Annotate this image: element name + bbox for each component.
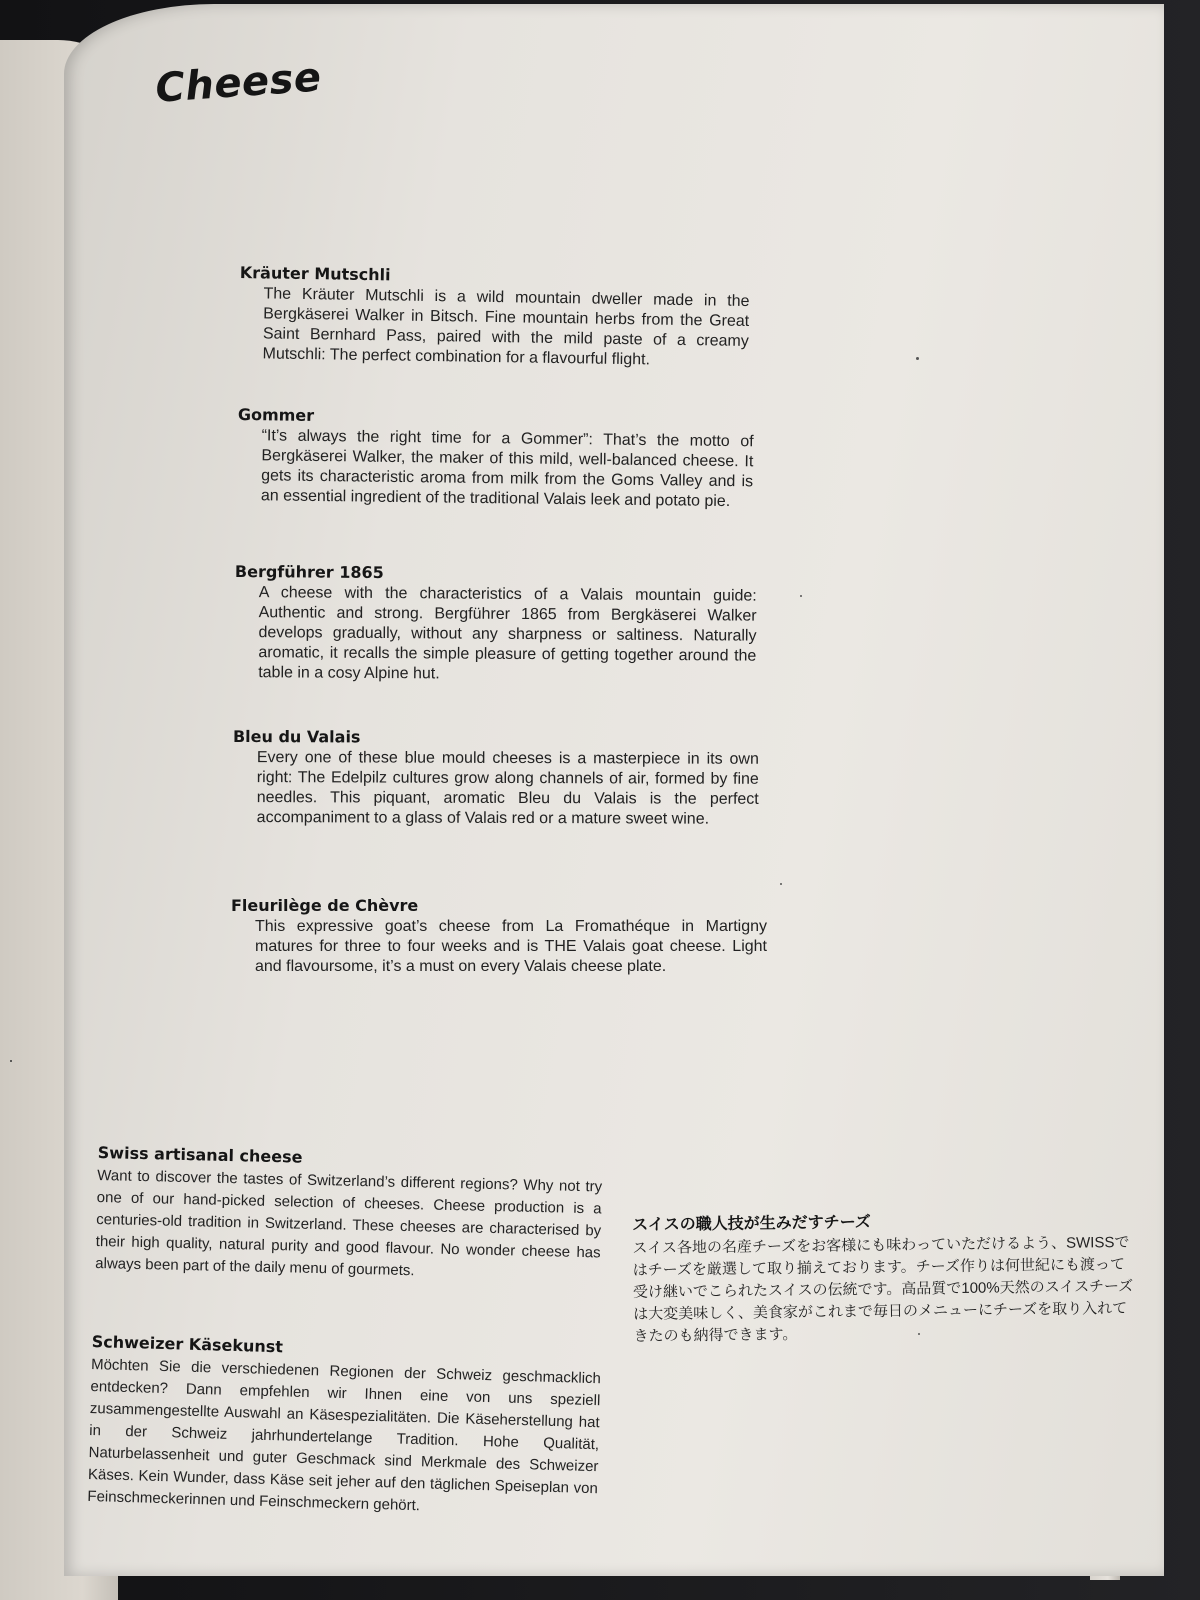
cheese-item-gommer	[237, 405, 754, 512]
info-heading: Schweizer Käsekunst	[91, 1332, 284, 1357]
cheese-item-bergfuhrer-1865	[234, 562, 757, 687]
cheese-name: Bergführer 1865	[234, 562, 384, 583]
paper-speck	[10, 1060, 12, 1062]
info-heading: Swiss artisanal cheese	[97, 1143, 303, 1167]
cheese-description: This expressive goat’s cheese from La Fromathéque in Martigny matures for three to four weeks and is THE Valais goat cheese. Light and flavoursome, it’s a must on every Valais cheese plate.	[255, 918, 767, 975]
paper-speck	[918, 1333, 920, 1335]
cheese-item-bleu-du-valais	[233, 727, 759, 830]
cheese-name: Fleurilège de Chèvre	[231, 896, 419, 915]
paper-speck	[916, 357, 919, 360]
cheese-item-fleurilege-de-chevre	[231, 896, 767, 977]
info-text: スイス各地の名産チーズをお客様にも味わっていただけるよう、SWISSではチーズを厳選して取り揃えております。チーズ作りは何世紀にも渡って受け継いでこられたスイスの伝統です。高品質で100%天然のスイスチーズは大変美味しく、美食家がこれまで毎日のメニューにチーズを取り入れてきたのも納得できます。	[632, 1233, 1134, 1345]
cheese-item-krauter-mutschli	[238, 263, 750, 372]
cheese-description: Every one of these blue mould cheeses is a masterpiece in its own right: The Edelpilz cultures grow along channels of air, formed by fine needles. This piquant, aromatic Bleu du Valais is the perfect accompaniment to a glass of Valais red or a mature sweet wine.	[256, 749, 759, 828]
cheese-name: Kräuter Mutschli	[239, 263, 391, 285]
info-block-german	[87, 1332, 602, 1522]
info-block-english	[95, 1143, 603, 1286]
info-block-japanese	[632, 1206, 1139, 1348]
paper-speck	[800, 595, 802, 597]
info-text: Möchten Sie die verschiedenen Regionen der Schweiz geschmacklich entdecken? Dann empfehlen wir Ihnen eine von uns speziell zusammengestellte Auswahl an Käsespezialitäten. Die Käseherstellung hat in der Schweiz jahrhundertelange Tradition. Hohe Qualität, Naturbelassenheit und guter Geschmack sind Merkmale des Schweizer Käses. Kein Wunder, dass Käse seit jeher auf den täglichen Speiseplan von Feinschmeckerinnen und Feinschmeckern gehört.	[87, 1355, 602, 1515]
cheese-description: A cheese with the characteristics of a Valais mountain guide: Authentic and strong. Bergführer 1865 from Bergkäserei Walker develops gradually, without any sharpness or saltiness. Naturally aromatic, it recalls the simple pleasure of getting together around the table in a cosy Alpine hut.	[258, 584, 757, 683]
cheese-name: Gommer	[237, 405, 315, 425]
paper-speck	[780, 883, 782, 885]
info-heading: スイスの職人技が生みだすチーズ	[632, 1212, 871, 1234]
cheese-description: The Kräuter Mutschli is a wild mountain dweller made in the Bergkäserei Walker in Bitsch. Fine mountain herbs from the Great Saint Bernhard Pass, paired with the mild paste of a creamy Mutschli: The perfect combination for a flavourful flight.	[262, 285, 750, 369]
page-title: Cheese	[154, 54, 323, 112]
info-text: Want to discover the tastes of Switzerland’s different regions? Why not try one of our hand-picked selection of cheeses. Cheese production is a centuries-old tradition in Switzerland. These cheeses are characterised by their high quality, natural purity and good flavour. No wonder cheese has always been part of the daily menu of gourmets.	[95, 1166, 603, 1280]
cheese-description: “It’s always the right time for a Gommer”: That’s the motto of Bergkäserei Walker, the maker of this mild, well-balanced cheese. It gets its characteristic aroma from milk from the Goms Valley and is an essential ingredient of the traditional Valais leek and potato pie.	[260, 427, 754, 511]
cheese-name: Bleu du Valais	[232, 727, 361, 747]
